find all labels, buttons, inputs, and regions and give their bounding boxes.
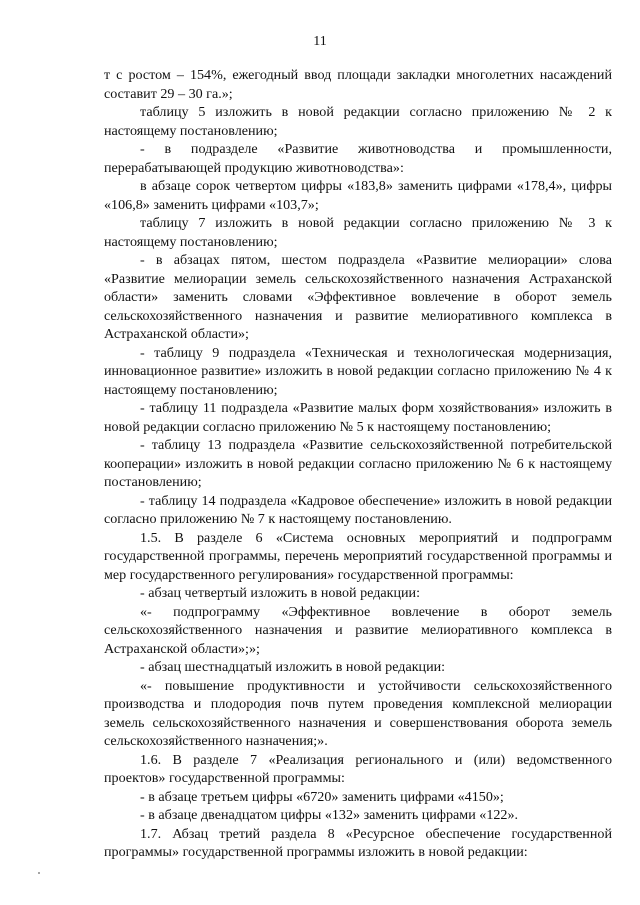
document-body xyxy=(104,66,612,862)
scan-speck xyxy=(38,872,40,874)
paragraph: 1.7. Абзац третий раздела 8 «Ресурсное обеспечение государственной программы» государственной программы изложить в новой редакции: xyxy=(104,825,612,860)
paragraph: - таблицу 11 подраздела «Развитие малых форм хозяйствования» изложить в новой редакции согласно приложению № 5 к настоящему постановлению; xyxy=(104,400,612,435)
paragraph: - в абзацах пятом, шестом подраздела «Развитие мелиорации» слова «Развитие мелиорации земель сельскохозяйственного назначения Астраханской области» заменить словами «Эффективное вовлечение в оборот земель сельскохозяйственного назначения и развитие мелиоративного комплекса в Астраханской области»; xyxy=(104,252,612,342)
paragraph: 1.6. В разделе 7 «Реализация регионального и (или) ведомственного проектов» государственной программы: xyxy=(104,751,612,786)
paragraph: «- подпрограмму «Эффективное вовлечение в оборот земель сельскохозяйственного назначения и развитие мелиоративного комплекса в Астраханской области»;»; xyxy=(104,603,612,657)
paragraph: в абзаце сорок четвертом цифры «183,8» заменить цифрами «178,4», цифры «106,8» заменить цифрами «103,7»; xyxy=(104,178,612,213)
page-number: 11 xyxy=(313,34,327,49)
paragraph: т с ростом – 154%, ежегодный ввод площади закладки многолетних насаждений составит 29 – 30 га.»; xyxy=(104,67,612,102)
paragraph: - в подразделе «Развитие животноводства и промышленности, перерабатывающей продукцию животноводства»: xyxy=(104,141,612,176)
paragraph: - таблицу 14 подраздела «Кадровое обеспечение» изложить в новой редакции согласно приложению № 7 к настоящему постановлению. xyxy=(104,492,612,527)
paragraph: таблицу 5 изложить в новой редакции согласно приложению № 2 к настоящему постановлению; xyxy=(104,104,612,139)
paragraph: таблицу 7 изложить в новой редакции согласно приложению № 3 к настоящему постановлению; xyxy=(104,215,612,250)
paragraph: - в абзаце двенадцатом цифры «132» заменить цифрами «122». xyxy=(140,807,519,823)
paragraph: «- повышение продуктивности и устойчивости сельскохозяйственного производства и плодородия почв путем проведения комплексной мелиорации земель сельскохозяйственного назначения и совершенствования оборота земель сельскохозяйственного назначения;». xyxy=(104,677,612,749)
paragraph: - в абзаце третьем цифры «6720» заменить цифрами «4150»; xyxy=(140,788,504,805)
paragraph: - таблицу 13 подраздела «Развитие сельскохозяйственной потребительской кооперации» изложить в новой редакции согласно приложению № 6 к настоящему постановлению; xyxy=(104,437,612,490)
paragraph: - абзац четвертый изложить в новой редакции: xyxy=(140,585,421,601)
paragraph: - таблицу 9 подраздела «Техническая и технологическая модернизация, инновационное развитие» изложить в новой редакции согласно приложению № 4 к настоящему постановлению; xyxy=(104,344,612,398)
paragraph: - абзац шестнадцатый изложить в новой редакции: xyxy=(140,659,446,675)
paragraph: 1.5. В разделе 6 «Система основных мероприятий и подпрограмм государственной программы, перечень мероприятий государственной программы и мер государственного регулирования» государственной программы: xyxy=(104,529,612,583)
